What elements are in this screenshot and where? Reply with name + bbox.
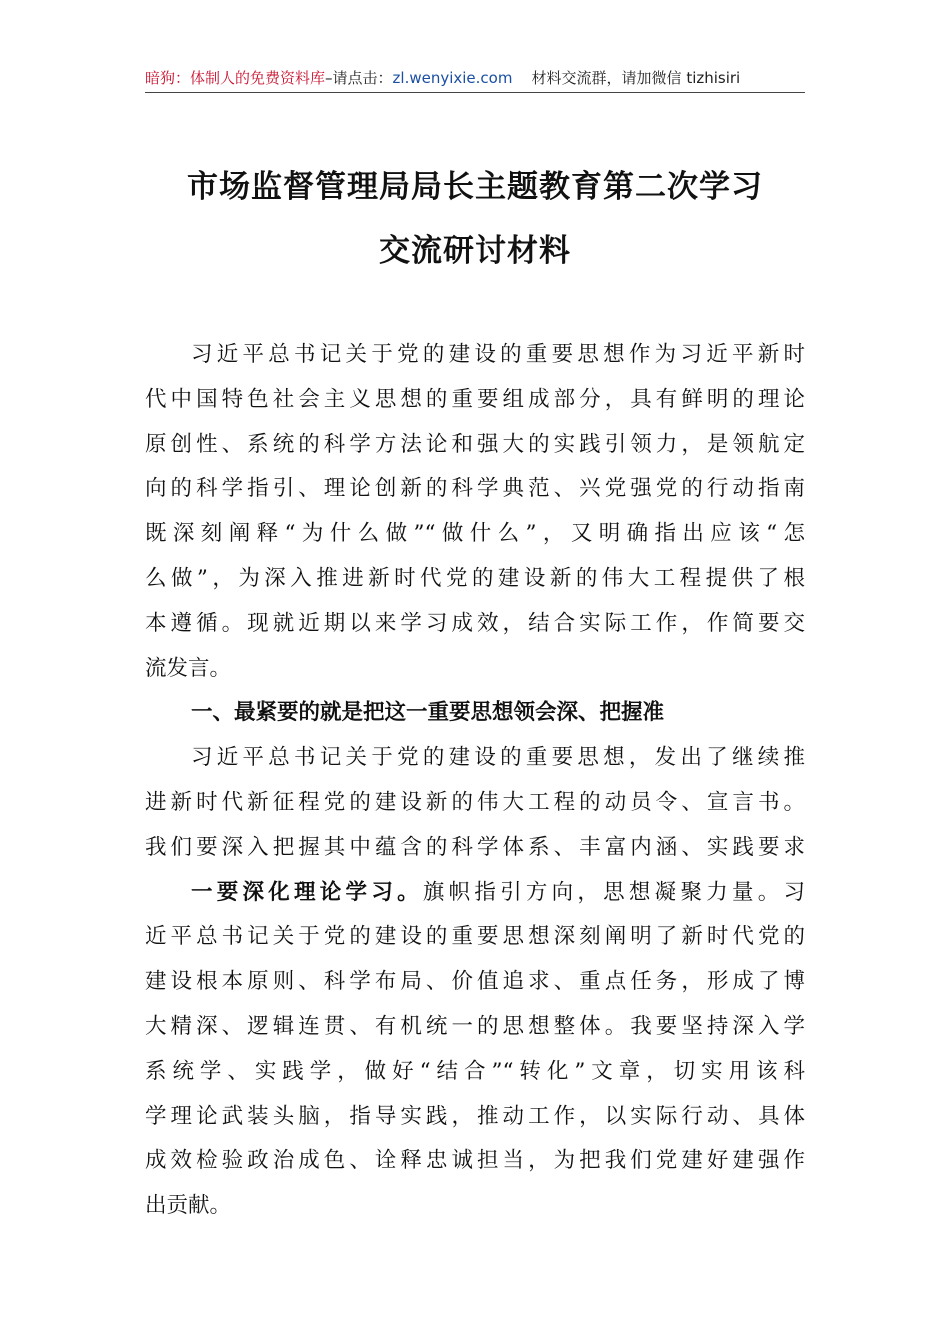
document-body [145, 333, 805, 1229]
intro-line: 代中国特色社会主义思想的重要组成部分，具有鲜明的理论 [145, 386, 805, 412]
intro-line: 么做”，为深入推进新时代党的建设新的伟大工程提供了根 [145, 565, 805, 591]
point-1-line: 学理论武装头脑，指导实践，推动工作，以实际行动、具体 [145, 1103, 805, 1129]
intro-line: 向的科学指引、理论创新的科学典范、兴党强党的行动指南 [145, 476, 805, 502]
intro-line: 习近平总书记关于党的建设的重要思想作为习近平新时 [191, 342, 805, 367]
header-site-label: 暗狗：体制人的免费资料库 [145, 69, 326, 87]
point-1-lead: 一要深化理论学习。 [191, 879, 423, 905]
point-1-line: 出贡献。 [145, 1193, 232, 1219]
intro-line: 既深刻阐释“为什么做”“做什么”，又明确指出应该“怎 [145, 521, 805, 547]
header-url-link[interactable]: zl.wenyixie.com [392, 69, 513, 87]
point-1-line: 近平总书记关于党的建设的重要思想深刻阐明了新时代党的 [145, 924, 805, 950]
point-1-line: 大精深、逻辑连贯、有机统一的思想整体。我要坚持深入学 [145, 1013, 805, 1039]
header-contact: 材料交流群，请加微信 tizhisiri [531, 69, 741, 87]
intro-line: 原创性、系统的科学方法论和强大的实践引领力，是领航定 [145, 431, 805, 457]
section-1-heading: 一、最紧要的就是把这一重要思想领会深、把握准 [191, 700, 665, 726]
title-line-2: 交流研讨材料 [379, 233, 571, 269]
section-1-line: 习近平总书记关于党的建设的重要思想，发出了继续推 [191, 745, 805, 771]
section-1-line: 进新时代新征程党的建设新的伟大工程的动员令、宣言书。 [145, 789, 805, 815]
point-1-line: 建设根本原则、科学布局、价值追求、重点任务，形成了博 [145, 969, 805, 995]
point-1-first-line [145, 871, 805, 916]
title-line-1: 市场监督管理局局长主题教育第二次学习 [187, 169, 763, 205]
point-1-line: 成效检验政治成色、诠释忠诚担当，为把我们党建好建强作 [145, 1148, 805, 1174]
section-1-line: 我们要深入把握其中蕴含的科学体系、丰富内涵、实践要求 [145, 834, 805, 860]
header-prompt: –请点击： [325, 69, 393, 87]
intro-line: 本遵循。现就近期以来学习成效，结合实际工作，作简要交 [145, 610, 805, 636]
header-divider [145, 92, 805, 93]
page-header [145, 68, 805, 88]
document-title [145, 155, 805, 283]
point-1-line: 系统学、实践学，做好“结合”“转化”文章，切实用该科 [145, 1058, 805, 1084]
intro-line: 流发言。 [145, 655, 232, 681]
point-1-first-rest: 旗帜指引方向，思想凝聚力量。习 [422, 879, 805, 905]
